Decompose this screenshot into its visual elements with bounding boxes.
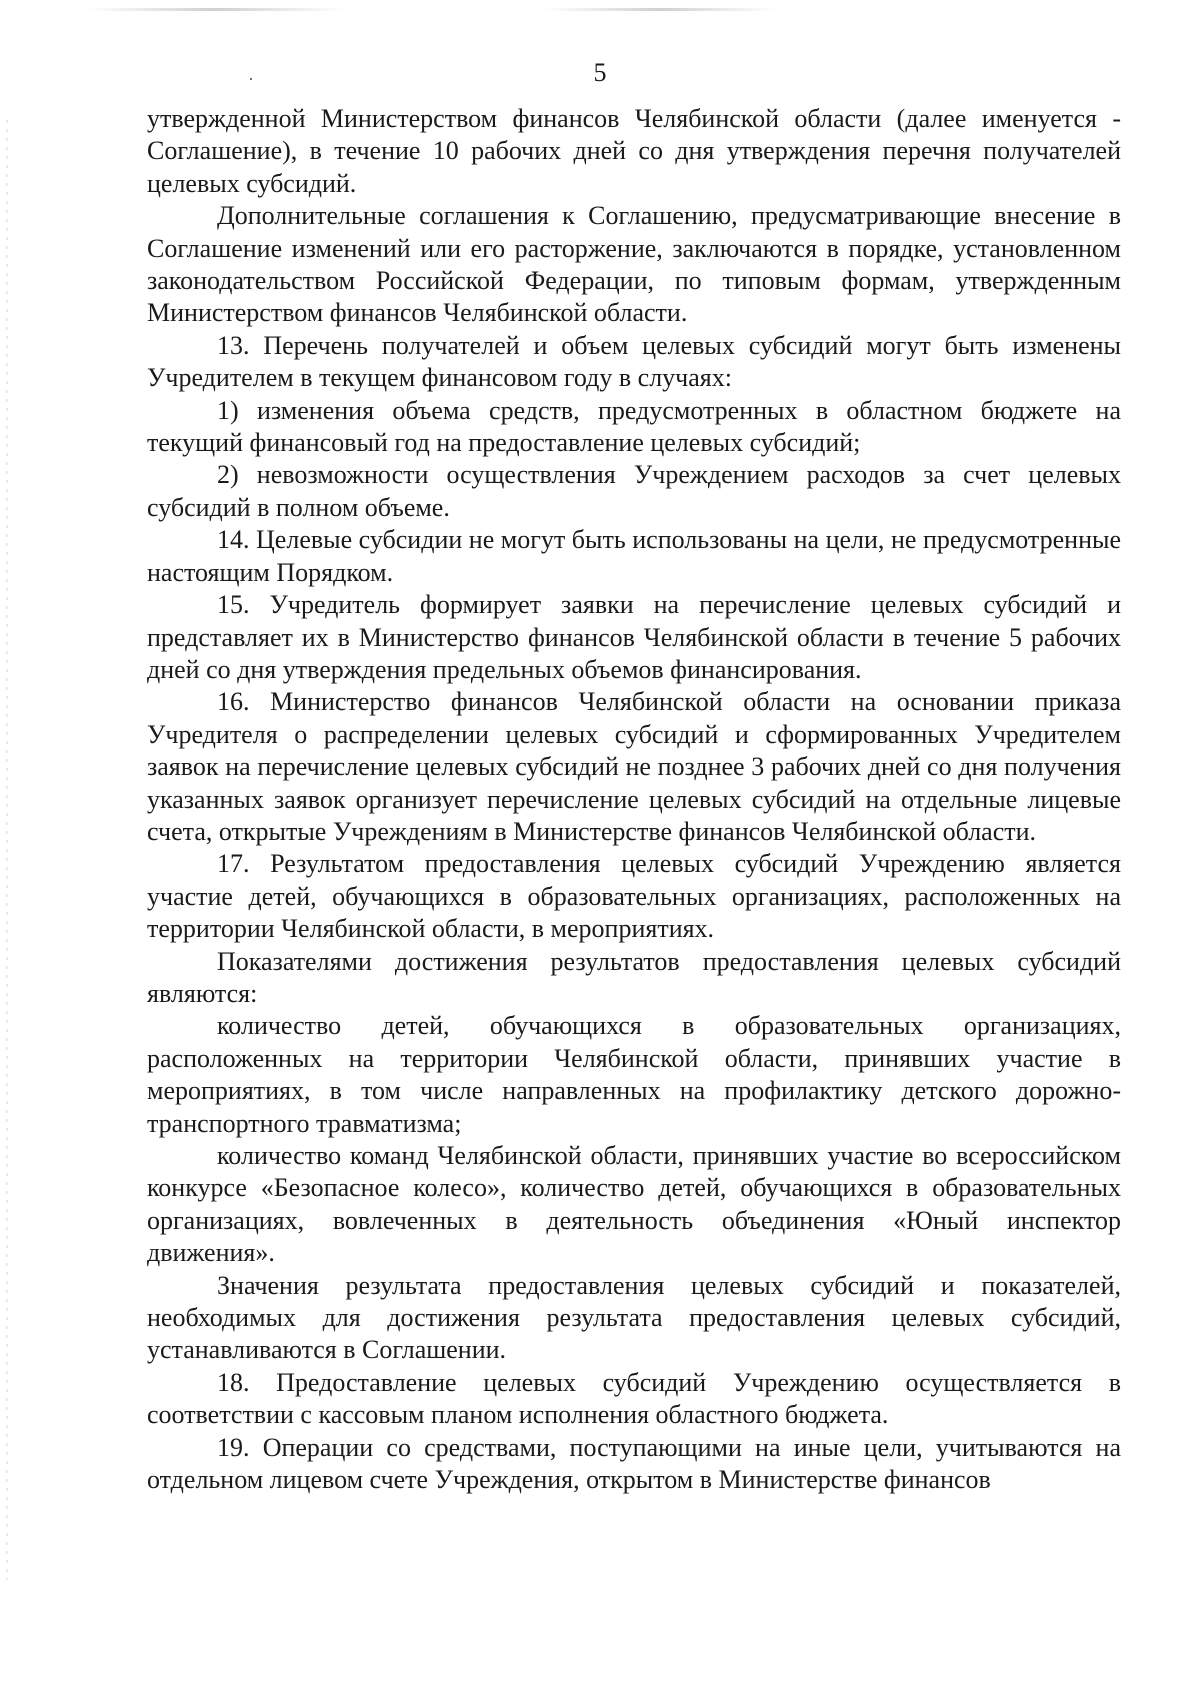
paragraph-item-16: 16. Министерство финансов Челябинской области на основании приказа Учредителя о распределении целевых субсидий и сформированных Учредителем заявок на перечисление целевых субсидий не позднее 3 рабочих дней со дня получения указанных заявок организует перечисление целевых субсидий на отдельные лицевые счета, открытые Учреждениям в Министерстве финансов Челябинской области. [147, 687, 1121, 846]
paragraph-item-14: 14. Целевые субсидии не могут быть использованы на цели, не предусмотренные настоящим Порядком. [147, 525, 1121, 587]
paragraph: Значения результата предоставления целевых субсидий и показателей, необходимых для достижения результата предоставления целевых субсидий, устанавливаются в Соглашении. [147, 1270, 1121, 1365]
paragraph-item-17: 17. Результатом предоставления целевых субсидий Учреждению является участие детей, обучающихся в образовательных организациях, расположенных на территории Челябинской области, в мероприятиях. [147, 849, 1121, 944]
scan-artifact [545, 8, 775, 11]
paragraph-item-19: 19. Операции со средствами, поступающими на иные цели, учитываются на отдельном лицевом счете Учреждения, открытом в Министерстве финансов [147, 1432, 1121, 1495]
paragraph: Показателями достижения результатов предоставления целевых субсидий являются: [147, 946, 1121, 1008]
indicator-item: количество команд Челябинской области, принявших участие во всероссийском конкурсе «Безопасное колесо», количество детей, обучающихся в образовательных организациях, вовлеченных в деятельность объединения «Юный инспектор движения». [147, 1141, 1121, 1268]
list-item: 1) изменения объема средств, предусмотренных в областном бюджете на текущий финансовый год на предоставление целевых субсидий; [147, 395, 1121, 458]
scan-edge-artifact [6, 120, 8, 1580]
paragraph: Дополнительные соглашения к Соглашению, предусматривающие внесение в Соглашение изменений или его расторжение, заключаются в порядке, установленном законодательством Российской Федерации, по типовым формам, утвержденным Министерством финансов Челябинской области. [147, 201, 1121, 328]
indicator-item: количество детей, обучающихся в образовательных организациях, расположенных на территории Челябинской области, принявших участие в мероприятиях, в том числе направленных на профилактику детского дорожно-транспортного травматизма; [147, 1011, 1121, 1138]
paragraph: утвержденной Министерством финансов Челябинской области (далее именуется - Соглашение), в течение 10 рабочих дней со дня утверждения перечня получателей целевых субсидий. [147, 104, 1121, 198]
paragraph-item-15: 15. Учредитель формирует заявки на перечисление целевых субсидий и представляет их в Министерство финансов Челябинской области в течение 5 рабочих дней со дня утверждения предельных объемов финансирования. [147, 590, 1121, 684]
list-item: 2) невозможности осуществления Учреждением расходов за счет целевых субсидий в полном объеме. [147, 460, 1121, 522]
paragraph-item-18: 18. Предоставление целевых субсидий Учреждению осуществляется в соответствии с кассовым планом исполнения областного бюджета. [147, 1367, 1121, 1430]
paragraph-item-13: 13. Перечень получателей и объем целевых субсидий могут быть изменены Учредителем в текущем финансовом году в случаях: [147, 330, 1121, 393]
scan-artifact [85, 8, 345, 11]
document-body [147, 103, 1121, 1496]
page-number: 5 [593, 58, 607, 87]
